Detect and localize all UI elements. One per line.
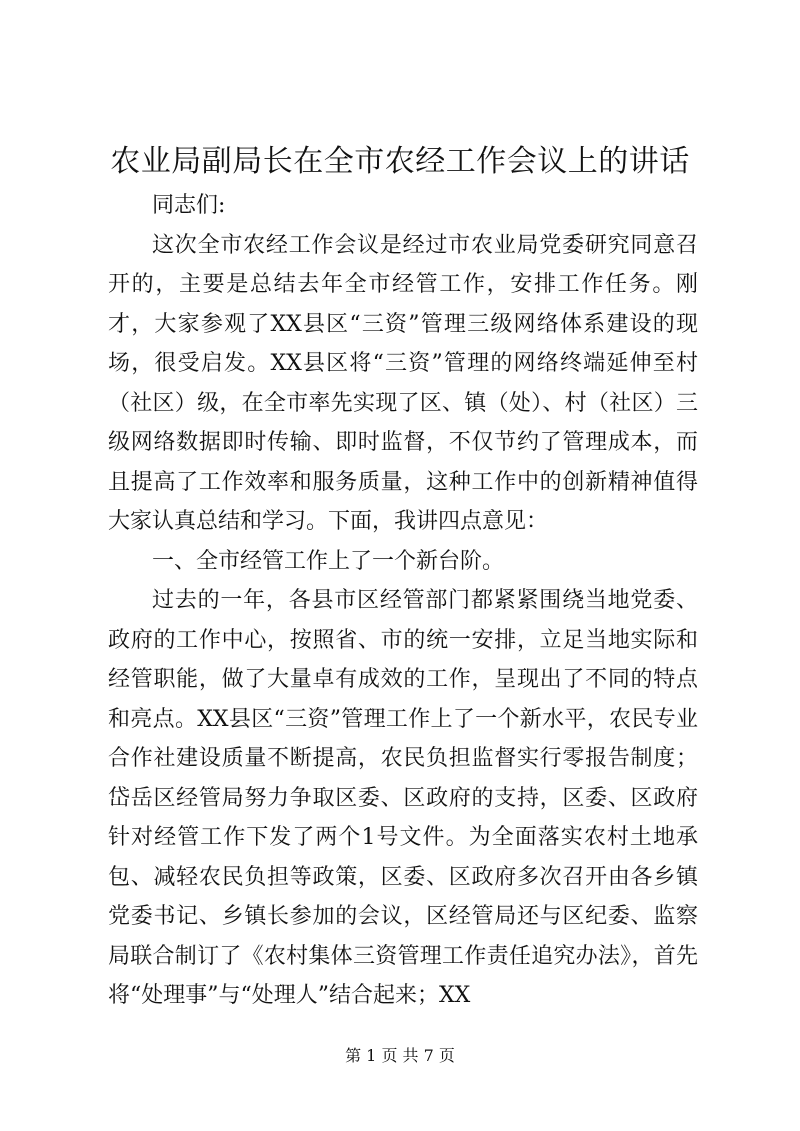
section-heading-paragraph: 一、全市经管工作上了一个新台阶。 [152,548,505,574]
body-paragraph: 过去的一年，各县市区经管部门都紧紧围绕当地党委、政府的工作中心，按照省、市的统一安排，立足当地实际和经管职能，做了大量卓有成效的工作，呈现出了不同的特点和亮点。XX县区“三资”管理工作上了一个新水平，农民专业合作社建设质量不断提高，农民负担监督实行零报告制度；岱岳区经管局努力争取区委、区政府的支持，区委、区政府针对经管工作下发了两个1号文件。为全面落实农村土地承包、减轻农民负担等政策，区委、区政府多次召开由各乡镇党委书记、乡镇长参加的会议，区经管局还与区纪委、监察局联合制订了《农村集体三资管理工作责任追究办法》，首先将“处理事”与“处理人”结合起来；XX [108,588,698,1008]
intro-paragraph: 这次全市农经工作会议是经过市农业局党委研究同意召开的，主要是总结去年全市经管工作，安排工作任务。刚才，大家参观了XX县区“三资”管理三级网络体系建设的现场，很受启发。XX县区将“三资”管理的网络终端延伸至村（社区）级，在全市率先实现了区、镇（处）、村（社区）三级网络数据即时传输、即时监督，不仅节约了管理成本，而且提高了工作效率和服务质量，这种工作中的创新精神值得大家认真总结和学习。下面，我讲四点意见： [108,232,698,534]
page-title: 农业局副局长在全市农经工作会议上的讲话 [110,144,690,179]
salutation-paragraph: 同志们: [152,193,226,218]
document-body [108,186,698,1016]
page-footer: 第 1 页 共 7 页 [345,1046,455,1065]
